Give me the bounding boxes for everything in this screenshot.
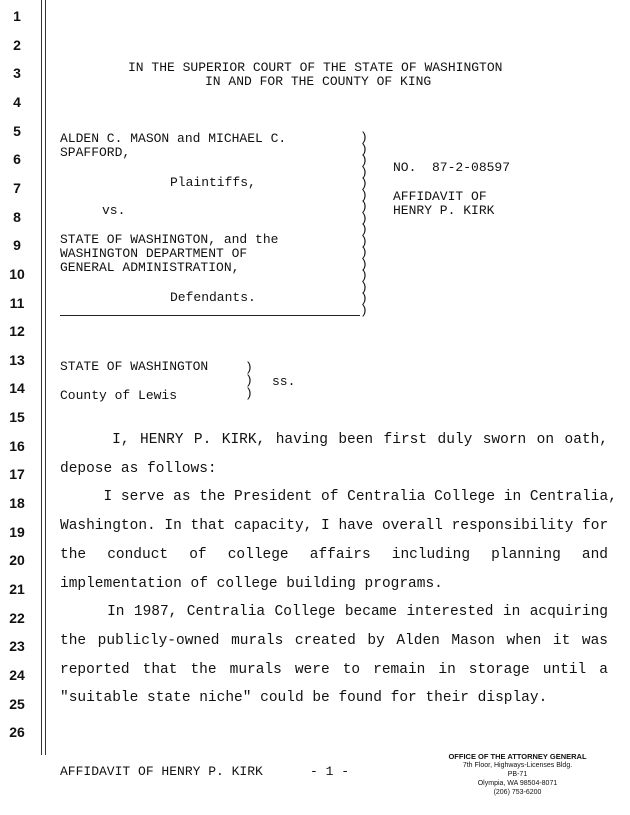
body-text-line: I, HENRY P. KIRK, having been first duly sworn on oath, <box>112 432 609 448</box>
body-text-line: the conduct of college affairs including planning and <box>60 546 608 563</box>
defendants-name-line3: GENERAL ADMINISTRATION, <box>60 260 240 275</box>
office-name: OFFICE OF THE ATTORNEY GENERAL <box>448 752 587 761</box>
venue-county: County of Lewis <box>60 388 178 403</box>
line-number: 14 <box>9 380 25 397</box>
case-number: NO. 87-2-08597 <box>393 160 511 175</box>
line-number: 24 <box>9 666 25 683</box>
body-text-line: the publicly-owned murals created by Alden Mason when it was <box>60 632 608 649</box>
body-text-line: "suitable state niche" could be found for their display. <box>60 690 548 707</box>
body-text-line: In 1987, Centralia College became interested in acquiring <box>107 604 609 621</box>
line-number: 21 <box>9 581 25 597</box>
office-city: Olympia, WA 98504-8071 <box>477 780 558 787</box>
line-number: 4 <box>13 93 21 110</box>
line-number: 10 <box>9 265 25 282</box>
document-title-line2: HENRY P. KIRK <box>393 203 495 218</box>
court-heading-line1: IN THE SUPERIOR COURT OF THE STATE OF WASHINGTON <box>128 60 503 75</box>
line-number: 9 <box>13 237 21 254</box>
line-number: 23 <box>9 638 25 655</box>
body-text-line: I serve as the President of Centralia College in Centralia, <box>103 489 617 506</box>
body-text-line: depose as follows: <box>60 460 217 477</box>
line-number: 6 <box>13 151 21 168</box>
margin-rule-right <box>45 0 46 755</box>
office-mailstop: PB-71 <box>507 771 528 778</box>
line-number: 12 <box>9 323 25 340</box>
versus-label: vs. <box>102 203 126 218</box>
line-number: 17 <box>9 466 25 483</box>
line-number: 13 <box>9 351 25 368</box>
plaintiffs-label: Plaintiffs, <box>170 175 256 190</box>
line-number: 7 <box>13 179 21 196</box>
footer-page-number: - 1 - <box>310 764 350 779</box>
venue-ss: ss. <box>272 374 296 389</box>
line-number: 1 <box>13 8 21 24</box>
line-number: 18 <box>9 495 25 512</box>
venue-state: STATE OF WASHINGTON <box>60 359 209 374</box>
body-text-line: implementation of college building programs. <box>60 575 443 592</box>
defendants-label: Defendants. <box>170 290 256 305</box>
plaintiffs-name-line2: SPAFFORD, <box>60 145 131 160</box>
line-number: 16 <box>9 437 25 454</box>
line-number: 26 <box>9 724 25 741</box>
line-number: 25 <box>9 695 25 712</box>
line-number: 15 <box>9 409 25 426</box>
footer-title: AFFIDAVIT OF HENRY P. KIRK <box>60 764 263 779</box>
defendants-name-line2: WASHINGTON DEPARTMENT OF <box>60 246 248 261</box>
caption-bottom-rule <box>60 315 360 316</box>
line-number: 19 <box>9 523 25 540</box>
venue-paren-column: ) ) ) <box>245 360 253 401</box>
office-phone: (206) 753-6200 <box>493 789 542 796</box>
court-heading-line2: IN AND FOR THE COUNTY OF KING <box>205 74 432 89</box>
line-number: 8 <box>13 208 21 225</box>
margin-rule-left <box>41 0 42 755</box>
document-title-line1: AFFIDAVIT OF <box>393 189 487 204</box>
line-number: 3 <box>13 65 21 82</box>
body-text-line: Washington. In that capacity, I have overall responsibility for <box>60 518 609 535</box>
body-text-line: reported that the murals were to remain in storage until a <box>60 661 608 678</box>
line-number: 11 <box>9 294 25 311</box>
defendants-name-line1: STATE OF WASHINGTON, and the <box>60 232 279 247</box>
attorney-general-office-block <box>430 752 605 797</box>
line-number: 22 <box>9 609 25 626</box>
line-number: 2 <box>13 36 21 53</box>
plaintiffs-name-line1: ALDEN C. MASON and MICHAEL C. <box>60 131 287 146</box>
line-number: 20 <box>9 552 25 569</box>
caption-paren-column: ) ) ) ) ) ) ) ) ) ) ) ) ) ) ) ) <box>360 130 368 318</box>
line-number: 5 <box>13 122 21 139</box>
office-address-line: 7th Floor, Highways-Licenses Bldg. <box>462 762 573 769</box>
